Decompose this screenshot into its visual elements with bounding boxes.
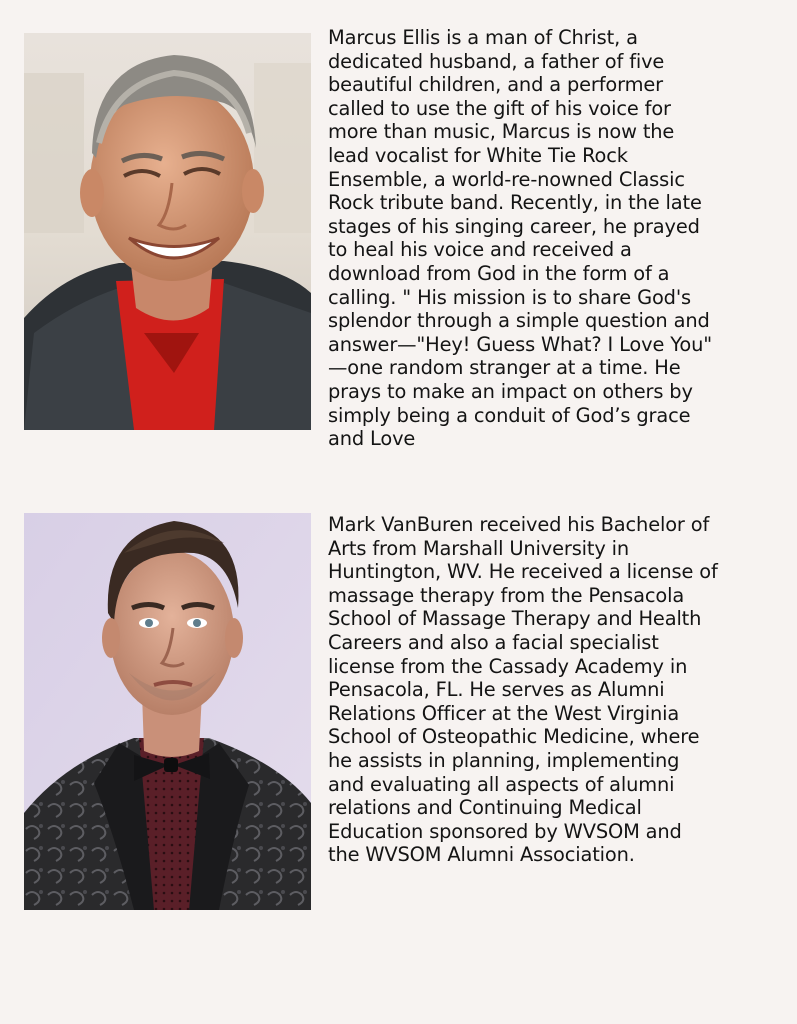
portrait-image-1 xyxy=(24,33,311,430)
portrait-photo-1 xyxy=(24,33,311,430)
bio-text-1: Marcus Ellis is a man of Christ, a dedicated husband, a father of five beautiful children, and a performer called to use the gift of his voice for more than music, Marcus is now the lead vocalist for White Tie Rock Ensemble, a world-re-nowned Classic Rock tribute band. Recently, in the late stages of his singing career, he prayed to heal his voice and received a download from God in the form of a calling. " His mission is to share God's splendor through a simple question and answer—"Hey! Guess What? I Love You" —one random stranger at a time. He prays to make an impact on others by simply being a conduit of God’s grace and Love xyxy=(328,26,713,451)
bio-text-2: Mark VanBuren received his Bachelor of Arts from Marshall University in Huntington, WV. He received a license of massage therapy from the Pensacola School of Massage Therapy and Health Careers and also a facial specialist license from the Cassady Academy in Pensacola, FL. He serves as Alumni Relations Officer at the West Virginia School of Osteopathic Medicine, where he assists in planning, implementing and evaluating all aspects of alumni relations and Continuing Medical Education sponsored by WVSOM and the WVSOM Alumni Association. xyxy=(328,513,718,867)
portrait-photo-2 xyxy=(24,513,311,910)
portrait-image-2 xyxy=(24,513,311,910)
